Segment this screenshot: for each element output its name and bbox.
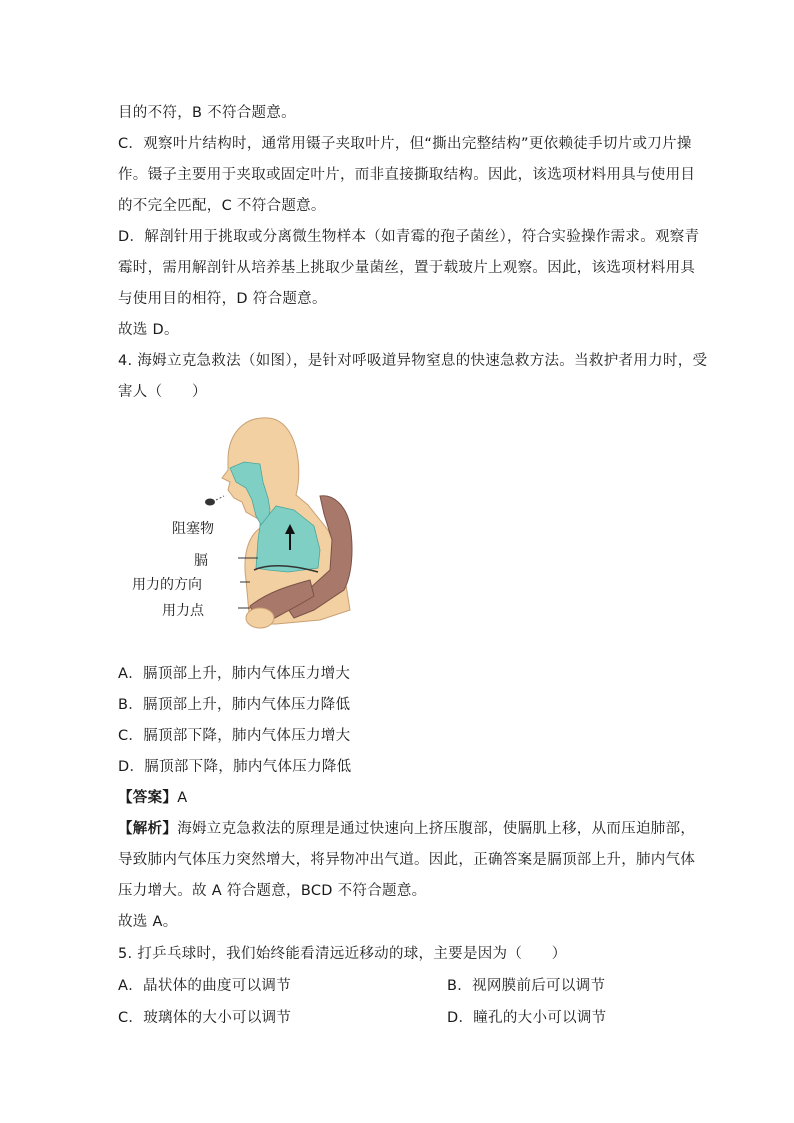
answer-line [118,788,187,808]
q5-option-c: C．玻璃体的大小可以调节 [118,1010,292,1026]
heimlich-illustration [118,410,378,650]
text-line: 霉时，需用解剖针从培养基上挑取少量菌丝，置于载玻片上观察。因此，该选项材料用具 [118,260,696,276]
question-4-stem-cont: 害人（ ） [118,384,207,400]
label-force-point: 用力点 [162,603,204,619]
q5-option-b: B．视网膜前后可以调节 [447,978,606,994]
label-obstruction: 阻塞物 [172,521,214,537]
fist [246,608,274,628]
analysis-line: 导致肺内气体压力突然增大，将异物冲出气道。因此，正确答案是膈顶部上升，肺内气体 [118,852,696,868]
analysis-text: 海姆立克急救法的原理是通过快速向上挤压腹部，使膈肌上移，从而压迫肺部， [177,821,696,837]
text-line: D．解剖针用于挑取或分离微生物样本（如青霉的孢子菌丝），符合实验操作需求。观察青 [118,229,700,245]
text-line: 作。镊子主要用于夹取或固定叶片，而非直接撕取结构。因此，该选项材料用具与使用目 [118,167,696,183]
label-force-direction: 用力的方向 [132,577,202,593]
option-c: C．膈顶部下降，肺内气体压力增大 [118,728,351,744]
option-b: B．膈顶部上升，肺内气体压力降低 [118,697,351,713]
option-a: A．膈顶部上升，肺内气体压力增大 [118,666,351,682]
q5-option-d: D．瞳孔的大小可以调节 [447,1010,607,1026]
text-line: 的不完全匹配，C 不符合题意。 [118,198,326,214]
analysis-line [118,819,695,839]
answer-value: A [177,790,188,806]
text-line: C．观察叶片结构时，通常用镊子夹取叶片，但“撕出完整结构”更依赖徒手切片或刀片操 [118,136,692,152]
q5-option-a: A．晶状体的曲度可以调节 [118,978,292,994]
option-d: D．膈顶部下降，肺内气体压力降低 [118,759,352,775]
answer-label: 【答案】 [118,790,178,806]
question-4-stem: 4. 海姆立克急救法（如图），是针对呼吸道异物窒息的快速急救方法。当救护者用力时，受 [118,353,708,369]
analysis-conclusion: 故选 A。 [118,914,178,930]
text-line: 故选 D。 [118,322,179,338]
obstruction-object [205,499,215,506]
text-line: 目的不符，B 不符合题意。 [118,105,296,121]
label-diaphragm: 膈 [194,553,208,569]
heimlich-figure [118,410,378,650]
text-line: 与使用目的相符，D 符合题意。 [118,291,327,307]
question-5-stem: 5. 打乒乓球时，我们始终能看清远近移动的球，主要是因为（ ） [118,946,567,962]
analysis-label: 【解析】 [118,821,178,837]
analysis-line: 压力增大。故 A 符合题意，BCD 不符合题意。 [118,883,427,899]
